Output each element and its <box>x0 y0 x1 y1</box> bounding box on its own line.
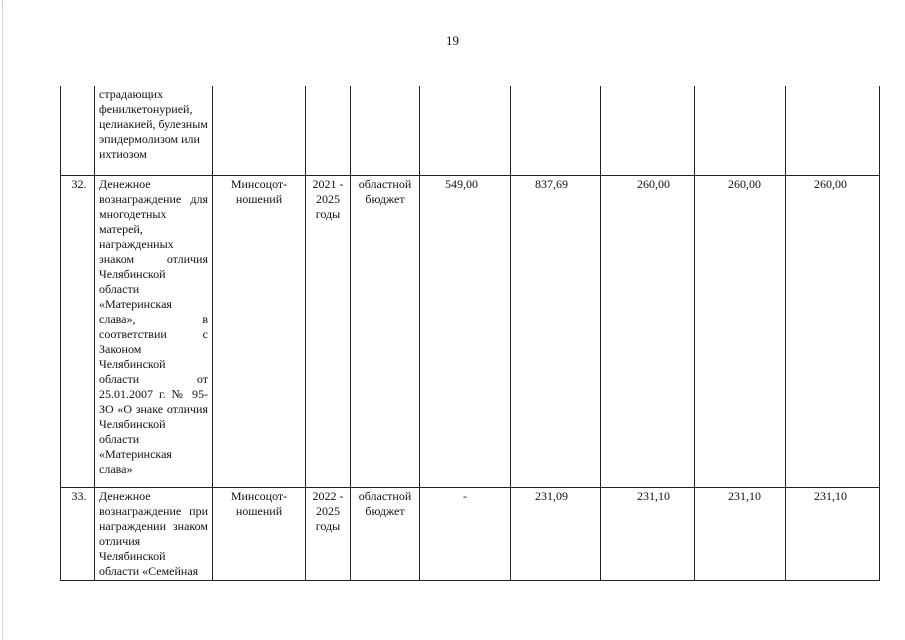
row-value-1 <box>420 86 511 175</box>
row-value-2: 231,09 <box>511 487 601 580</box>
row-source: областной бюджет <box>351 175 420 487</box>
row-description: Денежное вознаграждение при награждении знаком отличия Челябинской области «Семейная <box>95 487 213 580</box>
table-row <box>61 487 880 580</box>
row-number <box>61 86 95 175</box>
row-value-1: - <box>420 487 511 580</box>
row-responsible <box>213 86 306 175</box>
row-value-3 <box>601 86 695 175</box>
row-value-5: 260,00 <box>786 175 880 487</box>
row-responsible: Минсоцот-ношений <box>213 487 306 580</box>
row-period <box>306 86 351 175</box>
row-value-5 <box>786 86 880 175</box>
row-value-4 <box>695 86 786 175</box>
row-source <box>351 86 420 175</box>
row-value-2: 837,69 <box>511 175 601 487</box>
table-row <box>61 175 880 487</box>
row-period: 2022 - 2025 годы <box>306 487 351 580</box>
row-value-1: 549,00 <box>420 175 511 487</box>
row-number: 32. <box>61 175 95 487</box>
row-value-3: 260,00 <box>601 175 695 487</box>
row-value-5: 231,10 <box>786 487 880 580</box>
row-period: 2021 - 2025 годы <box>306 175 351 487</box>
row-description: Денежное вознаграждение для многодетных матерей, награжденных знаком отличия Челябинской области «Материнская слава», в соответствии с Законом Челябинской области от 25.01.2007 г. № 95-ЗО «О знаке отличия Челябинской области «Материнская слава» <box>95 175 213 487</box>
row-number: 33. <box>61 487 95 580</box>
row-value-3: 231,10 <box>601 487 695 580</box>
program-table <box>60 86 879 576</box>
row-value-4: 231,10 <box>695 487 786 580</box>
row-description: страдающих фенилкетонурией, целиакией, булезным эпидермолизом или ихтиозом <box>95 86 213 175</box>
row-source: областной бюджет <box>351 487 420 580</box>
row-value-2 <box>511 86 601 175</box>
page-margin-rule <box>2 0 3 640</box>
row-responsible: Минсоцот-ношений <box>213 175 306 487</box>
table-row <box>61 86 880 175</box>
row-value-4: 260,00 <box>695 175 786 487</box>
page-number: 19 <box>446 33 459 48</box>
